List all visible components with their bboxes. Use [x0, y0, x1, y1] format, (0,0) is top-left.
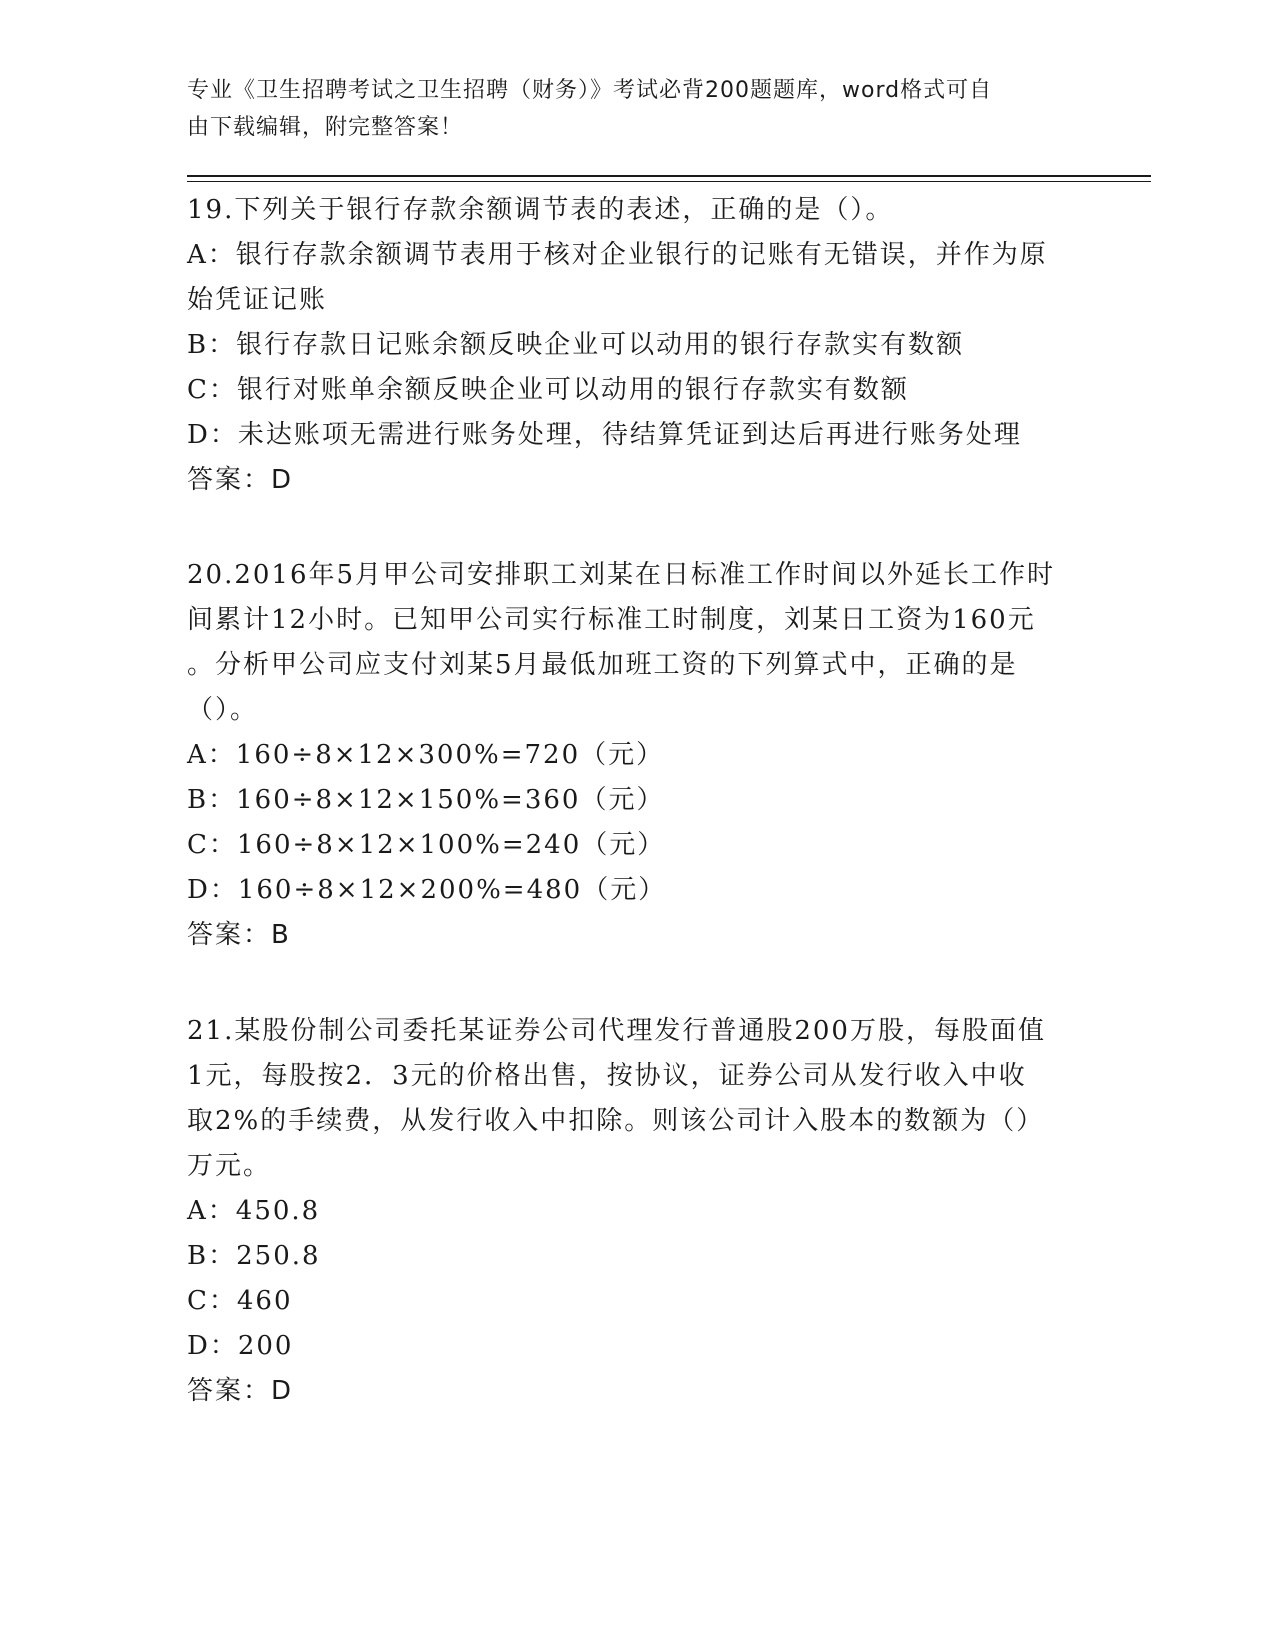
question-text: 取2%的手续费，从发行收入中扣除。则该公司计入股本的数额为（） [187, 1106, 1045, 1136]
answer: 答案：D [187, 1376, 294, 1406]
option-b: B：银行存款日记账余额反映企业可以动用的银行存款实有数额 [187, 330, 965, 360]
option-d: D：160÷8×12×200%=480（元） [187, 875, 667, 905]
header-divider-thin [187, 181, 1151, 182]
option-b: B：160÷8×12×150%=360（元） [187, 785, 665, 815]
option-d: D：200 [187, 1331, 294, 1361]
option-c: C：银行对账单余额反映企业可以动用的银行存款实有数额 [187, 375, 909, 405]
option-a: A：银行存款余额调节表用于核对企业银行的记账有无错误，并作为原 [187, 240, 1048, 270]
question-text: 1元，每股按2．3元的价格出售，按协议，证券公司从发行收入中收 [187, 1061, 1027, 1091]
option-a: A：160÷8×12×300%=720（元） [187, 740, 665, 770]
header-line: 由下载编辑，附完整答案！ [187, 115, 464, 140]
question-text: 万元。 [187, 1151, 272, 1181]
header-divider-thick [187, 175, 1151, 177]
option-c: C：460 [187, 1286, 293, 1316]
option-a: A：450.8 [187, 1196, 321, 1226]
question-text: 间累计12小时。已知甲公司实行标准工时制度，刘某日工资为160元 [187, 605, 1036, 635]
answer: 答案：B [187, 920, 291, 950]
question-text: 19.下列关于银行存款余额调节表的表述，正确的是（）。 [187, 195, 894, 225]
document-header [187, 72, 1067, 146]
question-text: 20.2016年5月甲公司安排职工刘某在日标准工作时间以外延长工作时 [187, 560, 1056, 590]
option-c: C：160÷8×12×100%=240（元） [187, 830, 666, 860]
question-text: （）。 [187, 695, 259, 725]
question-21 [187, 1009, 1087, 1414]
answer: 答案：D [187, 465, 294, 495]
header-line: 专业《卫生招聘考试之卫生招聘（财务）》考试必背200题题库，word格式可自 [187, 78, 993, 103]
question-text: 21.某股份制公司委托某证券公司代理发行普通股200万股，每股面值 [187, 1016, 1046, 1046]
option-b: B：250.8 [187, 1241, 321, 1271]
question-text: 。分析甲公司应支付刘某5月最低加班工资的下列算式中，正确的是 [187, 650, 1018, 680]
option-d: D：未达账项无需进行账务处理，待结算凭证到达后再进行账务处理 [187, 420, 1022, 450]
question-20 [187, 553, 1087, 958]
option-a-continued: 始凭证记账 [187, 285, 328, 315]
question-19 [187, 188, 1087, 503]
